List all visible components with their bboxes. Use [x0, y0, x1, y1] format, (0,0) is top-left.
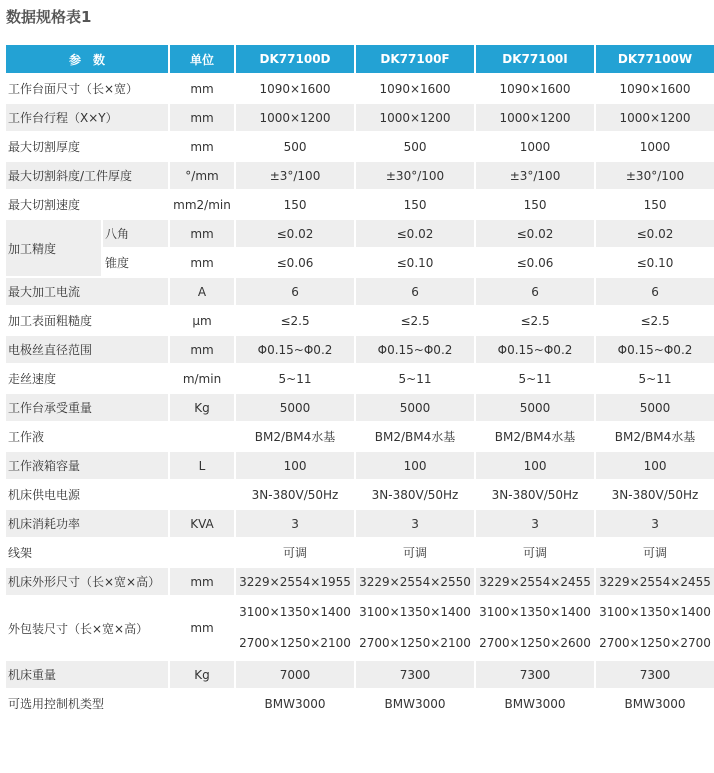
cell-value: BMW3000 [476, 690, 594, 717]
row-unit: mm [170, 104, 234, 131]
table-row [6, 452, 714, 479]
cell-value: 500 [236, 133, 354, 160]
table-row [6, 568, 714, 595]
cell-value: 3 [236, 510, 354, 537]
cell-value: 3 [356, 510, 474, 537]
table-row [6, 510, 714, 537]
table-row [6, 481, 714, 508]
header-model: DK77100F [356, 45, 474, 73]
cell-value: 可调 [476, 539, 594, 566]
table-row [6, 661, 714, 688]
cell-value: 150 [596, 191, 714, 218]
table-row [6, 191, 714, 218]
cell-value: ≤0.02 [476, 220, 594, 247]
table-row [6, 104, 714, 131]
row-unit: °/mm [170, 162, 234, 189]
cell-value: 3 [476, 510, 594, 537]
cell-value: 1000 [596, 133, 714, 160]
cell-value-line: 2700×1250×2700 [599, 636, 711, 650]
row-unit: mm [170, 568, 234, 595]
row-label: 工作液 [6, 423, 168, 450]
cell-value: BMW3000 [356, 690, 474, 717]
cell-value [356, 597, 474, 659]
row-unit: μm [170, 307, 234, 334]
row-label: 机床外形尺寸（长×宽×高） [6, 568, 168, 595]
cell-value: 3N-380V/50Hz [476, 481, 594, 508]
header-model: DK77100D [236, 45, 354, 73]
row-label: 最大切割速度 [6, 191, 168, 218]
cell-value: 100 [596, 452, 714, 479]
cell-value: Φ0.15~Φ0.2 [596, 336, 714, 363]
row-label: 机床消耗功率 [6, 510, 168, 537]
cell-value-line: 2700×1250×2100 [359, 636, 471, 650]
cell-value: 7300 [596, 661, 714, 688]
row-unit [170, 690, 234, 717]
cell-value: 7300 [476, 661, 594, 688]
cell-value: 可调 [356, 539, 474, 566]
table-row [6, 539, 714, 566]
table-row [6, 690, 714, 717]
cell-value: BM2/BM4水基 [236, 423, 354, 450]
row-label: 可选用控制机类型 [6, 690, 168, 717]
row-label: 加工精度 [6, 220, 101, 276]
cell-value: 7300 [356, 661, 474, 688]
table-row [6, 220, 714, 247]
row-unit: mm [170, 133, 234, 160]
row-unit: mm [170, 249, 234, 276]
row-label: 加工表面粗糙度 [6, 307, 168, 334]
cell-value: 500 [356, 133, 474, 160]
row-unit: mm [170, 597, 234, 659]
cell-value: 5~11 [476, 365, 594, 392]
cell-value: ≤0.06 [476, 249, 594, 276]
cell-value: ≤0.02 [596, 220, 714, 247]
row-unit: KVA [170, 510, 234, 537]
row-label: 机床重量 [6, 661, 168, 688]
cell-value: BM2/BM4水基 [356, 423, 474, 450]
header-row [6, 45, 714, 73]
header-model: DK77100W [596, 45, 714, 73]
cell-value: ≤0.02 [356, 220, 474, 247]
cell-value-line: 3100×1350×1400 [479, 605, 591, 619]
row-label: 最大加工电流 [6, 278, 168, 305]
header-model: DK77100I [476, 45, 594, 73]
cell-value: 1090×1600 [596, 75, 714, 102]
table-row [6, 133, 714, 160]
row-label: 线架 [6, 539, 168, 566]
row-sublabel: 锥度 [103, 249, 168, 276]
cell-value: BMW3000 [236, 690, 354, 717]
cell-value: 100 [356, 452, 474, 479]
row-label: 工作液箱容量 [6, 452, 168, 479]
cell-value [476, 597, 594, 659]
cell-value: 3229×2554×2455 [596, 568, 714, 595]
cell-value: Φ0.15~Φ0.2 [356, 336, 474, 363]
table-row [6, 423, 714, 450]
row-unit: mm [170, 75, 234, 102]
header-unit: 单位 [170, 45, 234, 73]
row-unit: Kg [170, 394, 234, 421]
table-row [6, 75, 714, 102]
cell-value-line: 2700×1250×2100 [239, 636, 351, 650]
cell-value: 可调 [596, 539, 714, 566]
cell-value: Φ0.15~Φ0.2 [236, 336, 354, 363]
cell-value: 6 [476, 278, 594, 305]
row-unit [170, 481, 234, 508]
row-label: 外包装尺寸（长×宽×高） [6, 597, 168, 659]
row-unit: Kg [170, 661, 234, 688]
row-label: 工作台承受重量 [6, 394, 168, 421]
row-label: 工作台面尺寸（长×宽） [6, 75, 168, 102]
row-unit: L [170, 452, 234, 479]
cell-value: 3N-380V/50Hz [596, 481, 714, 508]
cell-value: 1090×1600 [236, 75, 354, 102]
table-row [6, 307, 714, 334]
cell-value: 3N-380V/50Hz [356, 481, 474, 508]
table-row [6, 336, 714, 363]
cell-value: 1000×1200 [236, 104, 354, 131]
cell-value: 可调 [236, 539, 354, 566]
cell-value: ≤0.10 [356, 249, 474, 276]
cell-value: 3229×2554×1955 [236, 568, 354, 595]
cell-value: 100 [476, 452, 594, 479]
cell-value: 5~11 [356, 365, 474, 392]
table-row [6, 394, 714, 421]
header-param: 参 数 [6, 45, 168, 73]
table-row [6, 278, 714, 305]
row-label: 最大切割厚度 [6, 133, 168, 160]
table-row [6, 597, 714, 659]
cell-value: 5000 [596, 394, 714, 421]
cell-value-line: 2700×1250×2600 [479, 636, 591, 650]
cell-value-line: 3100×1350×1400 [599, 605, 711, 619]
cell-value: 100 [236, 452, 354, 479]
cell-value: Φ0.15~Φ0.2 [476, 336, 594, 363]
cell-value: BM2/BM4水基 [476, 423, 594, 450]
cell-value: 150 [356, 191, 474, 218]
cell-value: ≤2.5 [476, 307, 594, 334]
cell-value: BMW3000 [596, 690, 714, 717]
cell-value: 6 [356, 278, 474, 305]
cell-value: 1000 [476, 133, 594, 160]
cell-value: ≤0.10 [596, 249, 714, 276]
page-title: 数据规格表1 [6, 8, 92, 26]
cell-value: ±30°/100 [596, 162, 714, 189]
table-row [6, 365, 714, 392]
row-sublabel: 八角 [103, 220, 168, 247]
cell-value: 1090×1600 [356, 75, 474, 102]
row-unit: mm [170, 220, 234, 247]
cell-value-line: 3100×1350×1400 [359, 605, 471, 619]
cell-value: ≤2.5 [596, 307, 714, 334]
cell-value: BM2/BM4水基 [596, 423, 714, 450]
cell-value: 5000 [236, 394, 354, 421]
row-unit [170, 423, 234, 450]
cell-value: ±3°/100 [476, 162, 594, 189]
cell-value: 1000×1200 [476, 104, 594, 131]
cell-value [236, 597, 354, 659]
cell-value [596, 597, 714, 659]
cell-value: ±3°/100 [236, 162, 354, 189]
cell-value: ±30°/100 [356, 162, 474, 189]
cell-value: 3229×2554×2550 [356, 568, 474, 595]
cell-value-line: 3100×1350×1400 [239, 605, 351, 619]
row-label: 机床供电电源 [6, 481, 168, 508]
cell-value: 5~11 [596, 365, 714, 392]
cell-value: 5000 [356, 394, 474, 421]
cell-value: 5~11 [236, 365, 354, 392]
row-unit: mm2/min [170, 191, 234, 218]
cell-value: 150 [236, 191, 354, 218]
cell-value: 3N-380V/50Hz [236, 481, 354, 508]
cell-value: 7000 [236, 661, 354, 688]
row-unit: A [170, 278, 234, 305]
cell-value: ≤0.02 [236, 220, 354, 247]
cell-value: 1090×1600 [476, 75, 594, 102]
cell-value: 3 [596, 510, 714, 537]
cell-value: 3229×2554×2455 [476, 568, 594, 595]
row-unit: mm [170, 336, 234, 363]
cell-value: ≤2.5 [236, 307, 354, 334]
cell-value: ≤0.06 [236, 249, 354, 276]
row-unit: m/min [170, 365, 234, 392]
cell-value: ≤2.5 [356, 307, 474, 334]
row-label: 电极丝直径范围 [6, 336, 168, 363]
row-label: 走丝速度 [6, 365, 168, 392]
table-row [6, 162, 714, 189]
table-row [6, 249, 714, 276]
cell-value: 6 [236, 278, 354, 305]
cell-value: 6 [596, 278, 714, 305]
spec-table [4, 43, 714, 719]
row-label: 工作台行程（X×Y） [6, 104, 168, 131]
cell-value: 150 [476, 191, 594, 218]
row-unit [170, 539, 234, 566]
row-label: 最大切割斜度/工件厚度 [6, 162, 168, 189]
cell-value: 5000 [476, 394, 594, 421]
cell-value: 1000×1200 [356, 104, 474, 131]
cell-value: 1000×1200 [596, 104, 714, 131]
